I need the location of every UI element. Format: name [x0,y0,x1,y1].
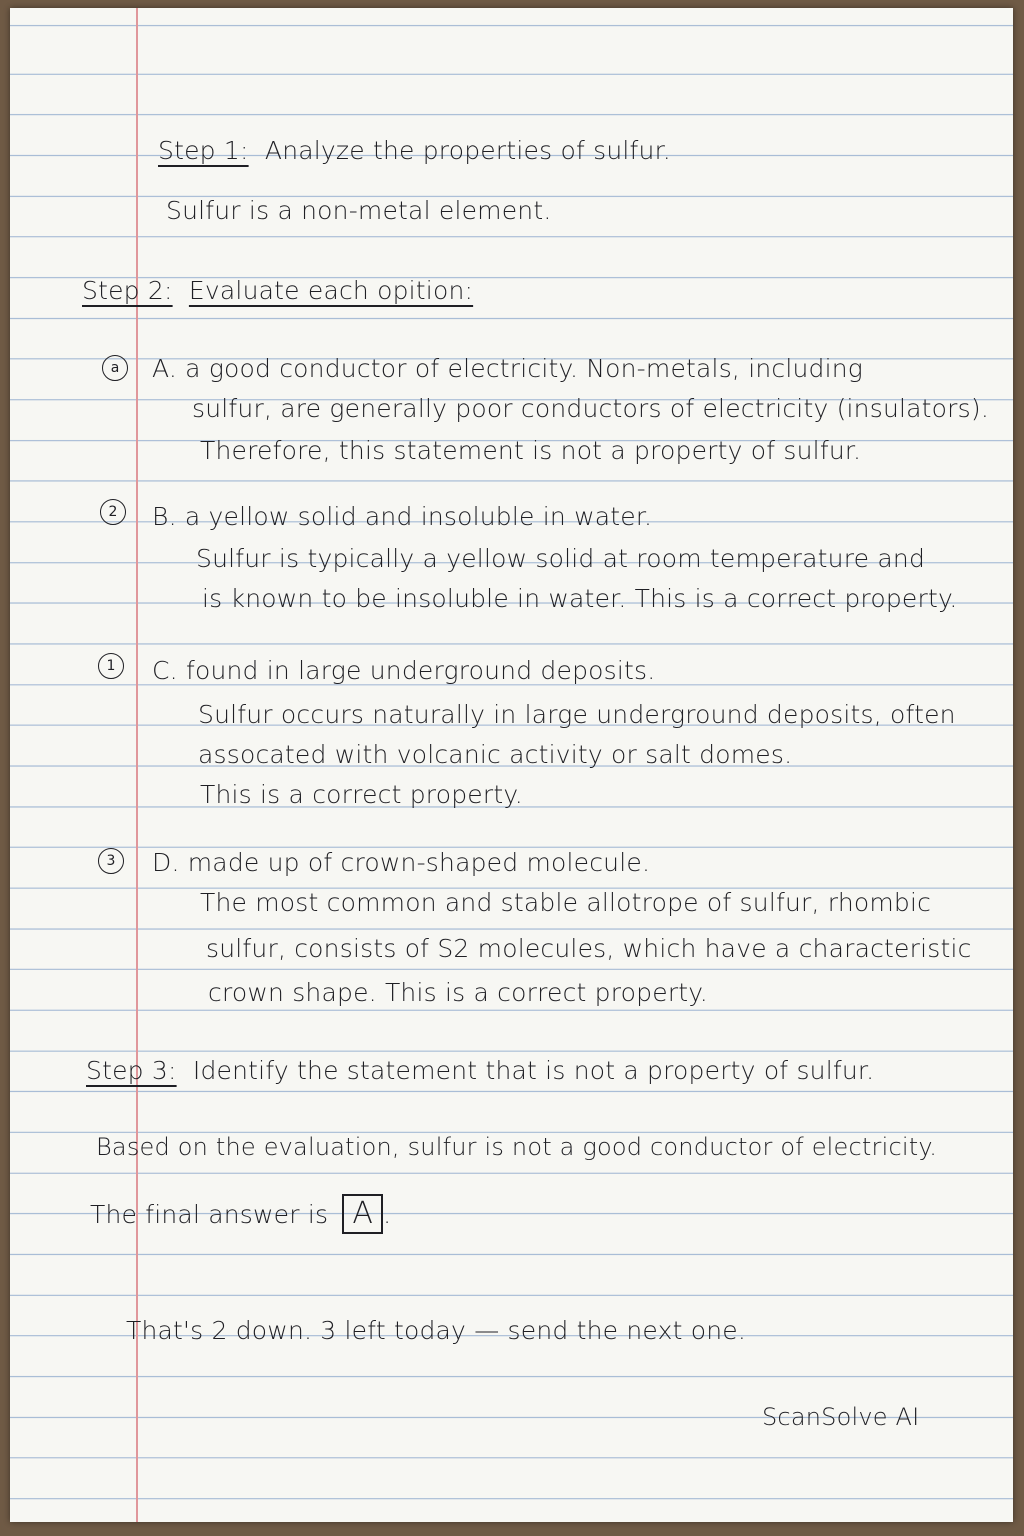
option-a-line-1: sulfur, are generally poor conductors of electricity (insulators). [192,394,989,423]
step1-heading: Analyze the properties of sulfur. [264,136,671,165]
step1-line [158,136,671,166]
option-d-line-1: The most common and stable allotrope of sulfur, rhombic [200,888,932,917]
final-answer-box: A [342,1194,383,1234]
option-d-line-2: sulfur, consists of S2 molecules, which have a characteristic [206,934,972,963]
option-d-marker: 3 [98,848,124,874]
option-d-line-3: crown shape. This is a correct property. [208,978,708,1007]
final-answer-prefix: The final answer is [90,1200,329,1229]
step1-body: Sulfur is a non-metal element. [166,196,552,225]
option-c-line-1: Sulfur occurs naturally in large underground deposits, often [198,700,956,729]
margin-line [136,8,138,1522]
option-c-marker: 1 [98,653,124,679]
step2-title: Step 2: [82,276,173,305]
option-a-marker: a [102,355,128,381]
step3-title: Step 3: [86,1056,177,1085]
option-a-label: A. a good conductor of electricity. Non-metals, including [152,354,864,383]
notebook-paper [10,8,1013,1522]
option-c-line-3: This is a correct property. [200,780,523,809]
step2-heading: Evaluate each opition: [188,276,474,305]
step3-body: Based on the evaluation, sulfur is not a good conductor of electricity. [96,1133,938,1161]
option-d-label: D. made up of crown-shaped molecule. [152,848,651,877]
step1-title: Step 1: [158,136,249,165]
option-c-line-2: assocated with volcanic activity or salt domes. [198,740,793,769]
step3-heading: Identify the statement that is not a property of sulfur. [192,1056,875,1085]
signature: ScanSolve AI [762,1403,920,1431]
step3-line [86,1056,874,1086]
final-answer-line [90,1194,391,1235]
option-b-marker: 2 [100,499,126,525]
option-a-line-2: Therefore, this statement is not a property of sulfur. [200,436,862,465]
option-c-label: C. found in large underground deposits. [152,656,656,685]
step2-line [82,276,473,306]
option-b-line-2: is known to be insoluble in water. This is a correct property. [202,584,958,613]
option-b-line-1: Sulfur is typically a yellow solid at room temperature and [196,544,926,573]
final-answer-suffix: . [383,1200,392,1229]
footer-note: That's 2 down. 3 left today — send the next one. [126,1316,746,1345]
option-b-label: B. a yellow solid and insoluble in water. [152,502,653,531]
